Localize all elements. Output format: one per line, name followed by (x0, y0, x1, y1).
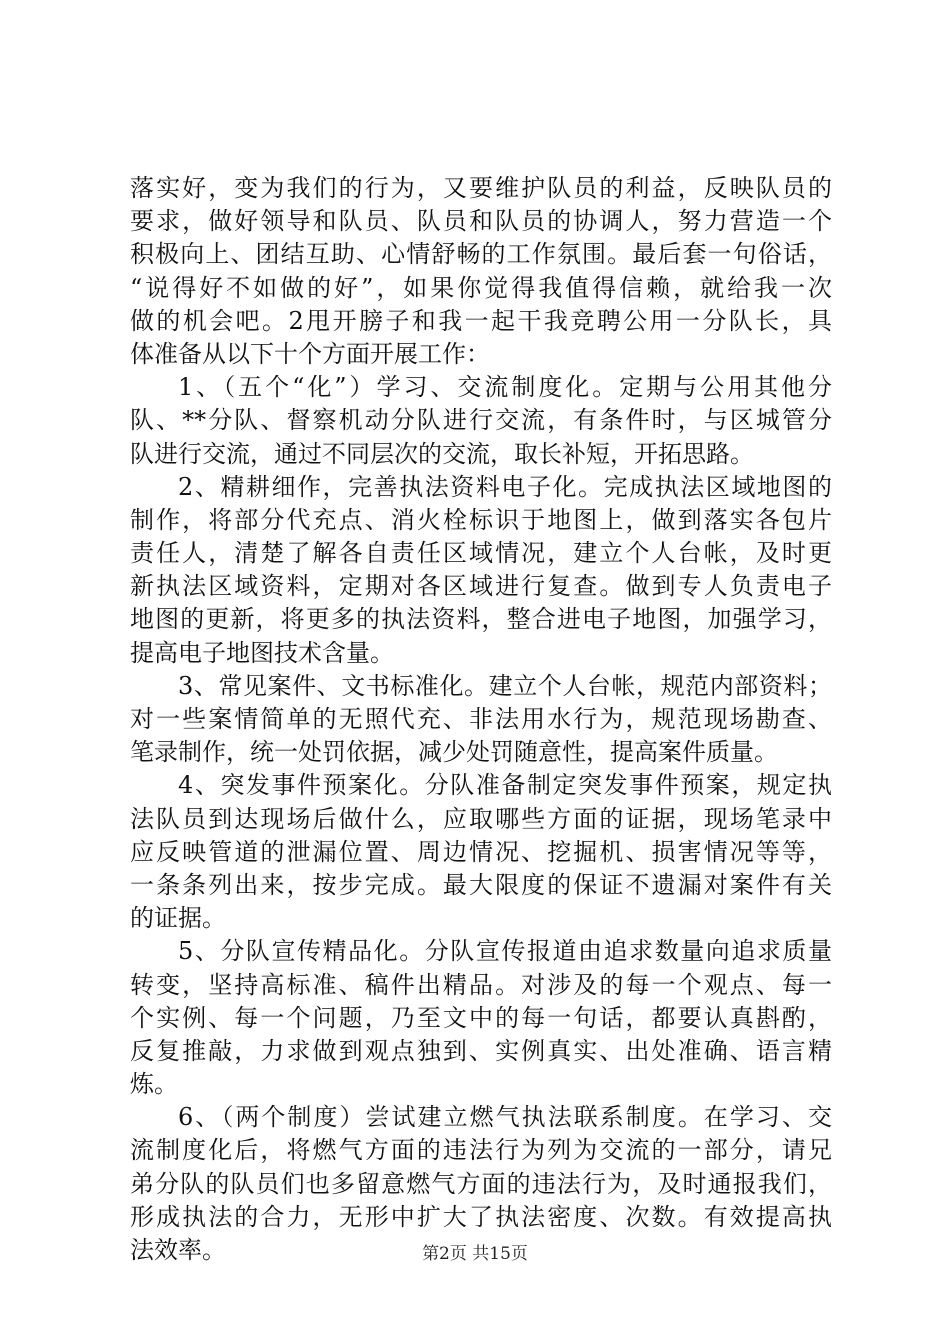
text-line: 新执法区域资料，定期对各区域进行复查。做到专人负责电子 (130, 572, 832, 601)
text-line: 队、**分队、督察机动分队进行交流，有条件时，与区城管分 (130, 406, 832, 435)
text-line: 的证据。 (130, 904, 226, 933)
text-line: 1、（五个“化”）学习、交流制度化。定期与公用其他分 (178, 373, 832, 402)
text-line: 法队员到达现场后做什么，应取哪些方面的证据，现场笔录中 (130, 804, 832, 833)
text-line: 形成执法的合力，无形中扩大了执法密度、次数。有效提高执 (130, 1202, 832, 1231)
text-line: 4、突发事件预案化。分队准备制定突发事件预案，规定执 (178, 771, 832, 800)
text-line: 个实例、每一个问题，乃至文中的每一句话，都要认真斟酌， (130, 1003, 832, 1032)
text-line: 落实好，变为我们的行为，又要维护队员的利益，反映队员的 (130, 174, 832, 202)
text-line: 地图的更新，将更多的执法资料，整合进电子地图，加强学习， (130, 605, 832, 634)
text-line: 流制度化后，将燃气方面的违法行为列为交流的一部分，请兄 (130, 1136, 832, 1165)
text-line: 转变，坚持高标准、稿件出精品。对涉及的每一个观点、每一 (130, 970, 832, 999)
text-line: 反复推敲，力求做到观点独到、实例真实、出处准确、语言精 (130, 1036, 832, 1065)
text-line: 2、精耕细作，完善执法资料电子化。完成执法区域地图的 (178, 472, 832, 501)
text-line: 6、（两个制度）尝试建立燃气执法联系制度。在学习、交 (178, 1103, 832, 1132)
text-line: 体准备从以下十个方面开展工作： (130, 339, 490, 368)
text-line: 炼。 (130, 1070, 178, 1099)
text-line: 一条条列出来，按步完成。最大限度的保证不遗漏对案件有关 (130, 870, 832, 899)
text-line: 做的机会吧。2甩开膀子和我一起干我竞聘公用一分队长，具 (130, 306, 832, 335)
text-line: 笔录制作，统一处罚依据，减少处罚随意性，提高案件质量。 (130, 738, 778, 767)
text-line: 3、常见案件、文书标准化。建立个人台帐，规范内部资料； (178, 671, 832, 700)
page-footer: 第2页 共15页 (422, 1244, 528, 1264)
document-body (130, 172, 832, 1267)
text-line: 弟分队的队员们也多留意燃气方面的违法行为，及时通报我们， (130, 1169, 832, 1198)
text-line: 要求，做好领导和队员、队员和队员的协调人，努力营造一个 (130, 207, 832, 236)
text-line: 责任人，清楚了解各自责任区域情况，建立个人台帐，及时更 (130, 539, 832, 568)
text-line: 队进行交流，通过不同层次的交流，取长补短，开拓思路。 (130, 439, 754, 468)
text-line: 积极向上、团结互助、心情舒畅的工作氛围。最后套一句俗话， (130, 240, 832, 269)
text-line: 制作，将部分代充点、消火栓标识于地图上，做到落实各包片 (130, 505, 832, 534)
text-line: 5、分队宣传精品化。分队宣传报道由追求数量向追求质量 (178, 937, 832, 966)
text-line: 提高电子地图技术含量。 (130, 638, 394, 667)
text-line: “说得好不如做的好”，如果你觉得我值得信赖，就给我一次 (130, 273, 832, 302)
text-line: 对一些案情简单的无照代充、非法用水行为，规范现场勘查、 (130, 705, 832, 733)
text-line: 应反映管道的泄漏位置、周边情况、挖掘机、损害情况等等， (130, 837, 832, 866)
text-line: 法效率。 (130, 1236, 226, 1264)
